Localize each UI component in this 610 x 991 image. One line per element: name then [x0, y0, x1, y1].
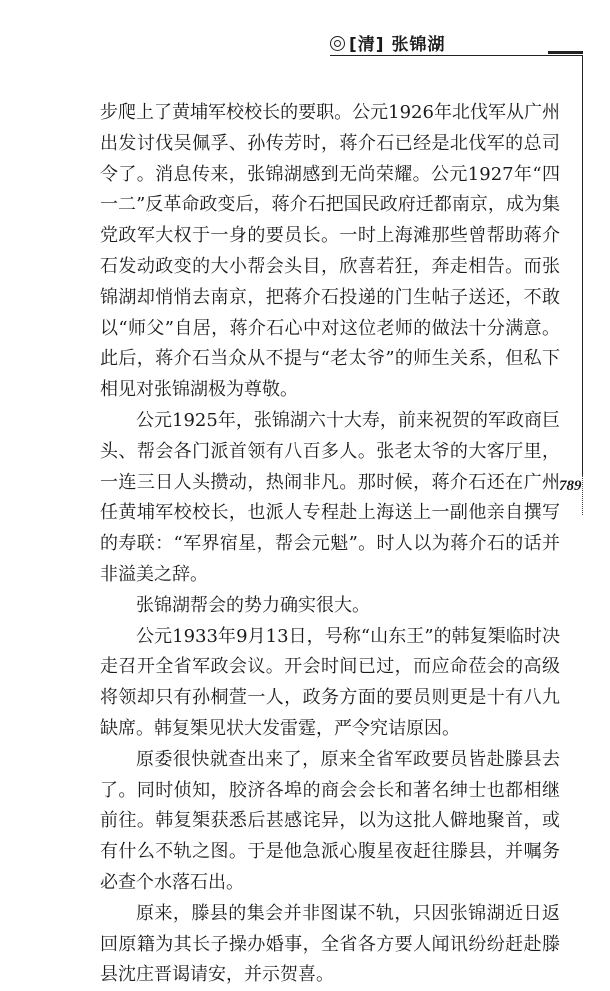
running-header — [330, 30, 445, 55]
paragraph: 公元1933年9月13日，号称“山东王”的韩复榘临时决走召开全省军政会议。开会时间已过，而应命莅会的高级将领却只有孙桐萱一人，政务方面的要员则更是十有八九缺席。韩复榘见状大发雷霆，严令究诘原因。 — [100, 625, 560, 739]
header-rule-accent — [548, 51, 583, 54]
side-rule-dotted — [582, 475, 583, 515]
circle-icon — [330, 36, 345, 51]
paragraph: 公元1925年，张锦湖六十大寿，前来祝贺的军政商巨头、帮会各门派首领有八百多人。张老太爷的大客厅里，一连三日人头攒动，热闹非凡。那时候，蒋介石还在广州任黄埔军校校长，也派人专程赴上海送上一副他亲自撰写的寿联：“军界宿星，帮会元魁”。时人以为蒋介石的话并非溢美之辞。 — [100, 409, 560, 585]
side-rule — [582, 55, 583, 475]
paragraph: 原来，滕县的集会并非图谋不轨，只因张锦湖近日返回原籍为其长子操办婚事，全省各方要人闻讯纷纷赶赴滕县沈庄晋谒请安，并示贺喜。 — [100, 902, 560, 986]
header-rule — [330, 55, 583, 56]
paragraph: 张锦湖帮会的势力确实很大。 — [136, 594, 370, 616]
body-text — [100, 98, 560, 991]
paragraph: 步爬上了黄埔军校校长的要职。公元1926年北伐军从广州出发讨伐吴佩孚、孙传芳时，蒋介石已经是北伐军的总司令了。消息传来，张锦湖感到无尚荣耀。公元1927年“四一二”反革命政变后，蒋介石把国民政府迁都南京，成为集党政军大权于一身的要员长。一时上海滩那些曾帮助蒋介石发动政变的大小帮会头目，欣喜若狂，奔走相告。而张锦湖却悄悄去南京，把蒋介石投递的门生帖子送还，不敢以“师父”自居，蒋介石心中对这位老师的做法十分满意。此后，蒋介石当众从不提与“老太爷”的师生关系，但私下相见对张锦湖极为尊敬。 — [100, 102, 560, 401]
paragraph: 原委很快就查出来了，原来全省军政要员皆赴滕县去了。同时侦知，胶济各埠的商会会长和著名绅士也都相继前往。韩复榘获悉后甚感诧异，以为这批人僻地聚首，或有什么不轨之图。于是他急派心腹星夜赶往滕县，并嘱务必查个水落石出。 — [100, 748, 560, 893]
page-number: 789 — [559, 478, 582, 494]
header-title: [清] 张锦湖 — [349, 35, 446, 55]
